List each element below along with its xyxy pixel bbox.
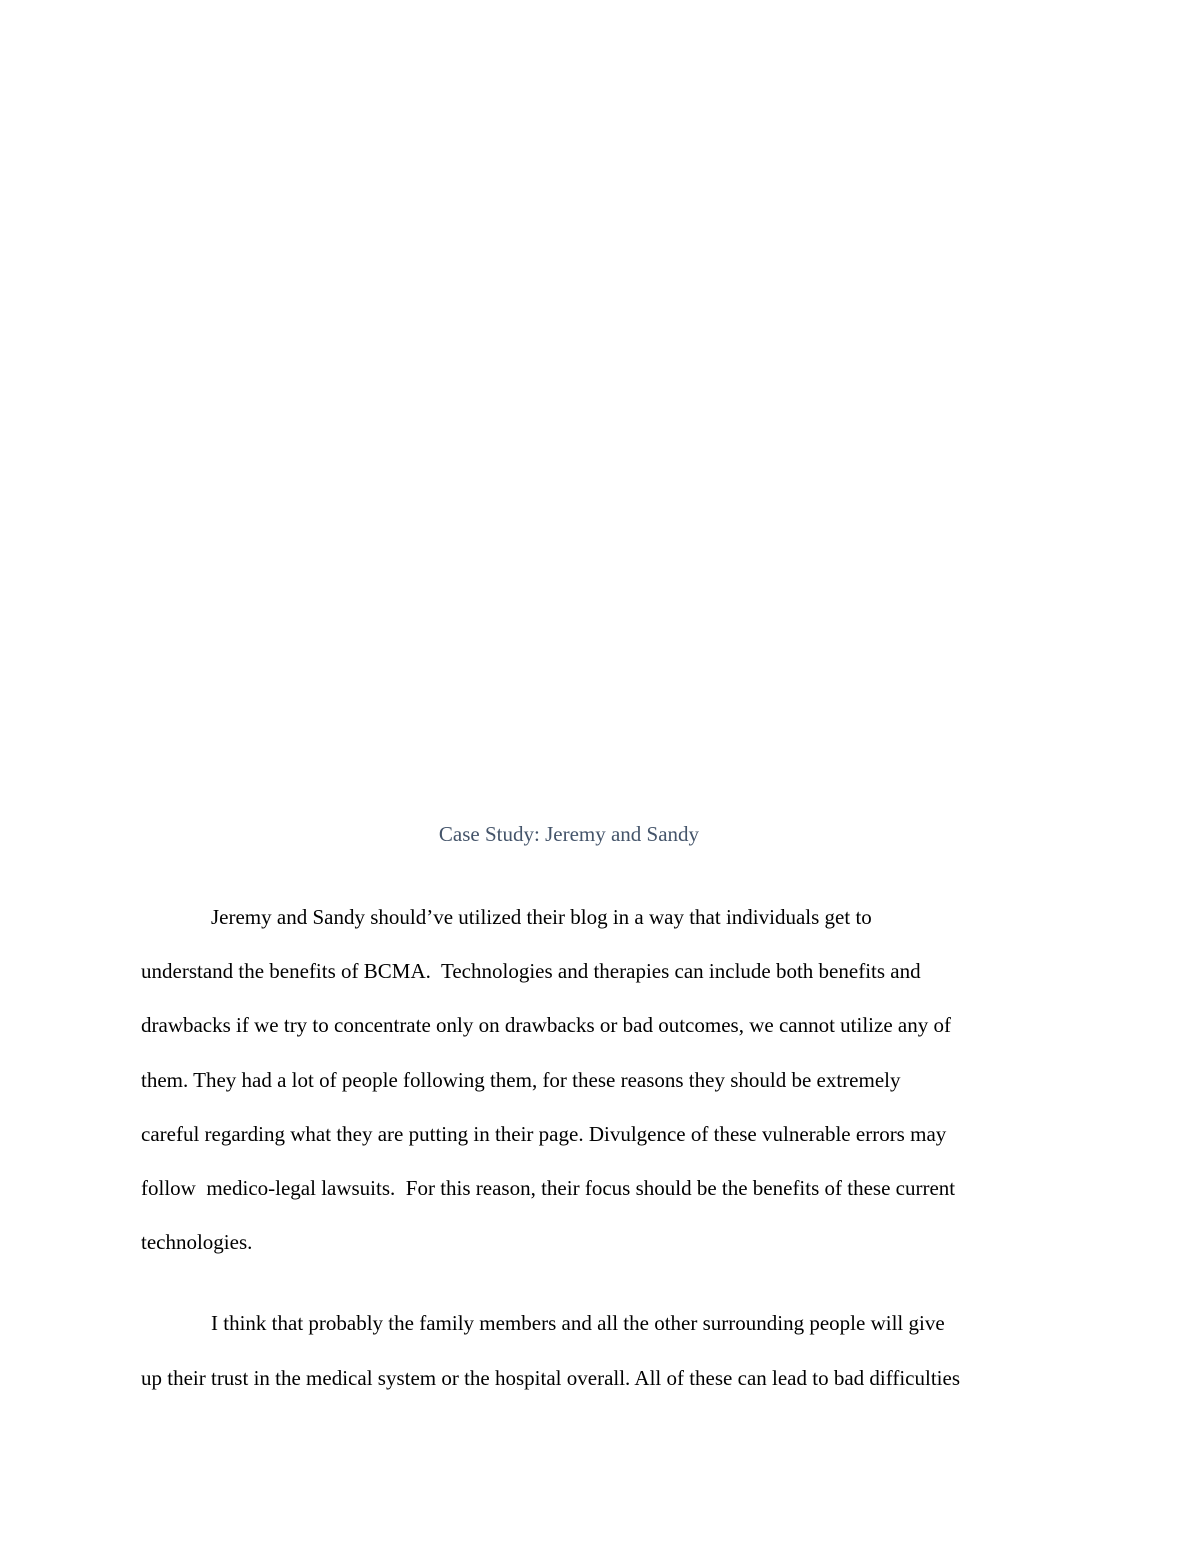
paragraph-line: drawbacks if we try to concentrate only on drawbacks or bad outcomes, we cannot utilize any of (141, 1013, 951, 1038)
document-title: Case Study: Jeremy and Sandy (438, 822, 700, 846)
paragraph-line: Jeremy and Sandy should’ve utilized their blog in a way that individuals get to (211, 905, 872, 929)
paragraph-line: them. They had a lot of people following them, for these reasons they should be extremely (141, 1067, 901, 1092)
paragraph-1 (141, 904, 1071, 1256)
paragraph-line: follow medico-legal lawsuits. For this reason, their focus should be the benefits of these current (141, 1175, 956, 1200)
paragraph-line: understand the benefits of BCMA. Technologies and therapies can include both benefits and (141, 959, 921, 984)
document-body (141, 904, 1071, 1419)
paragraph-line: technologies. (141, 1230, 253, 1255)
paragraph-spacer (141, 1283, 1071, 1310)
paragraph-line: careful regarding what they are putting in their page. Divulgence of these vulnerable errors may (141, 1121, 947, 1146)
paragraph-line: I think that probably the family members and all the other surrounding people will give (211, 1311, 945, 1336)
paragraph-2 (141, 1310, 1071, 1391)
paragraph-line: up their trust in the medical system or the hospital overall. All of these can lead to bad difficulties (141, 1365, 960, 1390)
